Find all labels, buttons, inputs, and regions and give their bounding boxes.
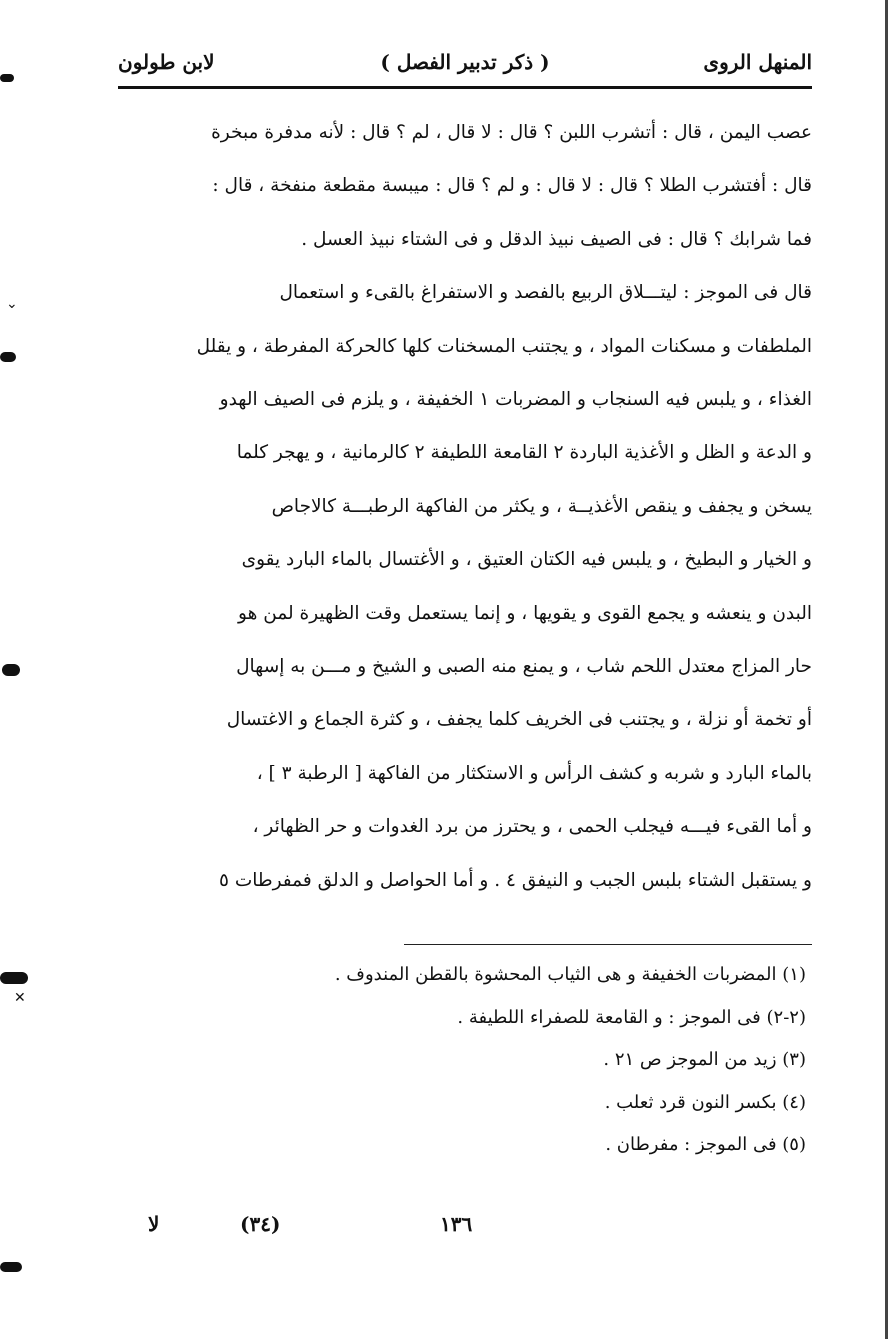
text-line: حار المزاج معتدل اللحم شاب ، و يمنع منه الصبى و الشيخ و مـــن به إسهال <box>236 656 812 678</box>
margin-tick: ✕ <box>14 990 26 1006</box>
text-line: الغذاء ، و يلبس فيه السنجاب و المضربات ١ الخفيفة ، و يلزم فى الصيف الهدو <box>219 389 812 411</box>
footnote: (٣) زيد من الموجز ص ٢١ . <box>603 1049 806 1070</box>
text-line: قال : أفتشرب الطلا ؟ قال : لا قال : و لم ؟ قال : ميبسة مقطعة منفخة ، قال : <box>212 175 812 197</box>
footnote: (٥) فى الموجز : مفرطان . <box>605 1134 806 1155</box>
header-book-title: المنهل الروى <box>703 50 812 74</box>
text-line: بالماء البارد و شربه و كشف الرأس و الاستكثار من الفاكهة [ الرطبة ٣ ] ، <box>256 762 812 784</box>
footnote: (٢-٢) فى الموجز : و القامعة للصفراء اللطيفة . <box>457 1006 806 1028</box>
text-line: و يستقبل الشتاء بلبس الجبب و النيفق ٤ . و أما الحواصل و الدلق فمفرطات ٥ <box>219 869 812 891</box>
signature-mark: لا <box>148 1212 160 1236</box>
text-line: قال فى الموجز : ليتـــلاق الربيع بالفصد و الاستفراغ بالقىء و استعمال <box>279 282 812 304</box>
text-line: فما شرابك ؟ قال : فى الصيف نبيذ الدقل و فى الشتاء نبيذ العسل . <box>301 228 812 250</box>
main-text <box>118 106 812 907</box>
footnotes <box>118 954 806 1167</box>
header-chapter-title: ( ذكر تدبير الفصل ) <box>380 50 550 74</box>
header-author: لابن طولون <box>118 50 215 74</box>
binding-mark <box>2 664 20 676</box>
running-header <box>118 44 812 84</box>
binding-mark <box>0 1262 22 1272</box>
text-line: أو تخمة أو نزلة ، و يجتنب فى الخريف كلما يجفف ، و كثرة الجماع و الاغتسال <box>226 709 812 731</box>
page-number: ١٣٦ <box>440 1212 473 1236</box>
text-line: يسخن و يجفف و ينقص الأغذيــة ، و يكثر من الفاكهة الرطبـــة كالاجاص <box>271 495 812 517</box>
folio-number: (٣٤) <box>240 1212 281 1236</box>
text-line: البدن و ينعشه و يجمع القوى و يقويها ، و إنما يستعمل وقت الظهيرة لمن هو <box>238 602 812 624</box>
footnote: (٤) بكسر النون قرد ثعلب . <box>604 1091 806 1113</box>
text-line: و أما القىء فيـــه فيجلب الحمى ، و يحترز من برد الغدوات و حر الظهائر ، <box>252 816 812 838</box>
binding-mark <box>0 972 28 984</box>
footnote-separator <box>404 944 812 945</box>
footnote: (١) المضربات الخفيفة و هى الثياب المحشوة بالقطن المندوف . <box>334 964 806 985</box>
header-rule <box>118 86 812 89</box>
binding-mark <box>0 352 16 362</box>
text-line: الملطفات و مسكنات المواد ، و يجتنب المسخنات كلها كالحركة المفرطة ، و يقلل <box>196 335 812 357</box>
binding-mark <box>0 74 14 82</box>
text-line: و الخيار و البطيخ ، و يلبس فيه الكتان العتيق ، و الأغتسال بالماء البارد يقوى <box>241 549 812 571</box>
text-line: عصب اليمن ، قال : أتشرب اللبن ؟ قال : لا قال ، لم ؟ قال : لأنه مدفرة مبخرة <box>211 122 812 143</box>
text-line: و الدعة و الظل و الأغذية الباردة ٢ القامعة اللطيفة ٢ كالرمانية ، و يهجر كلما <box>236 442 812 464</box>
margin-tick: ⌄ <box>6 296 18 312</box>
